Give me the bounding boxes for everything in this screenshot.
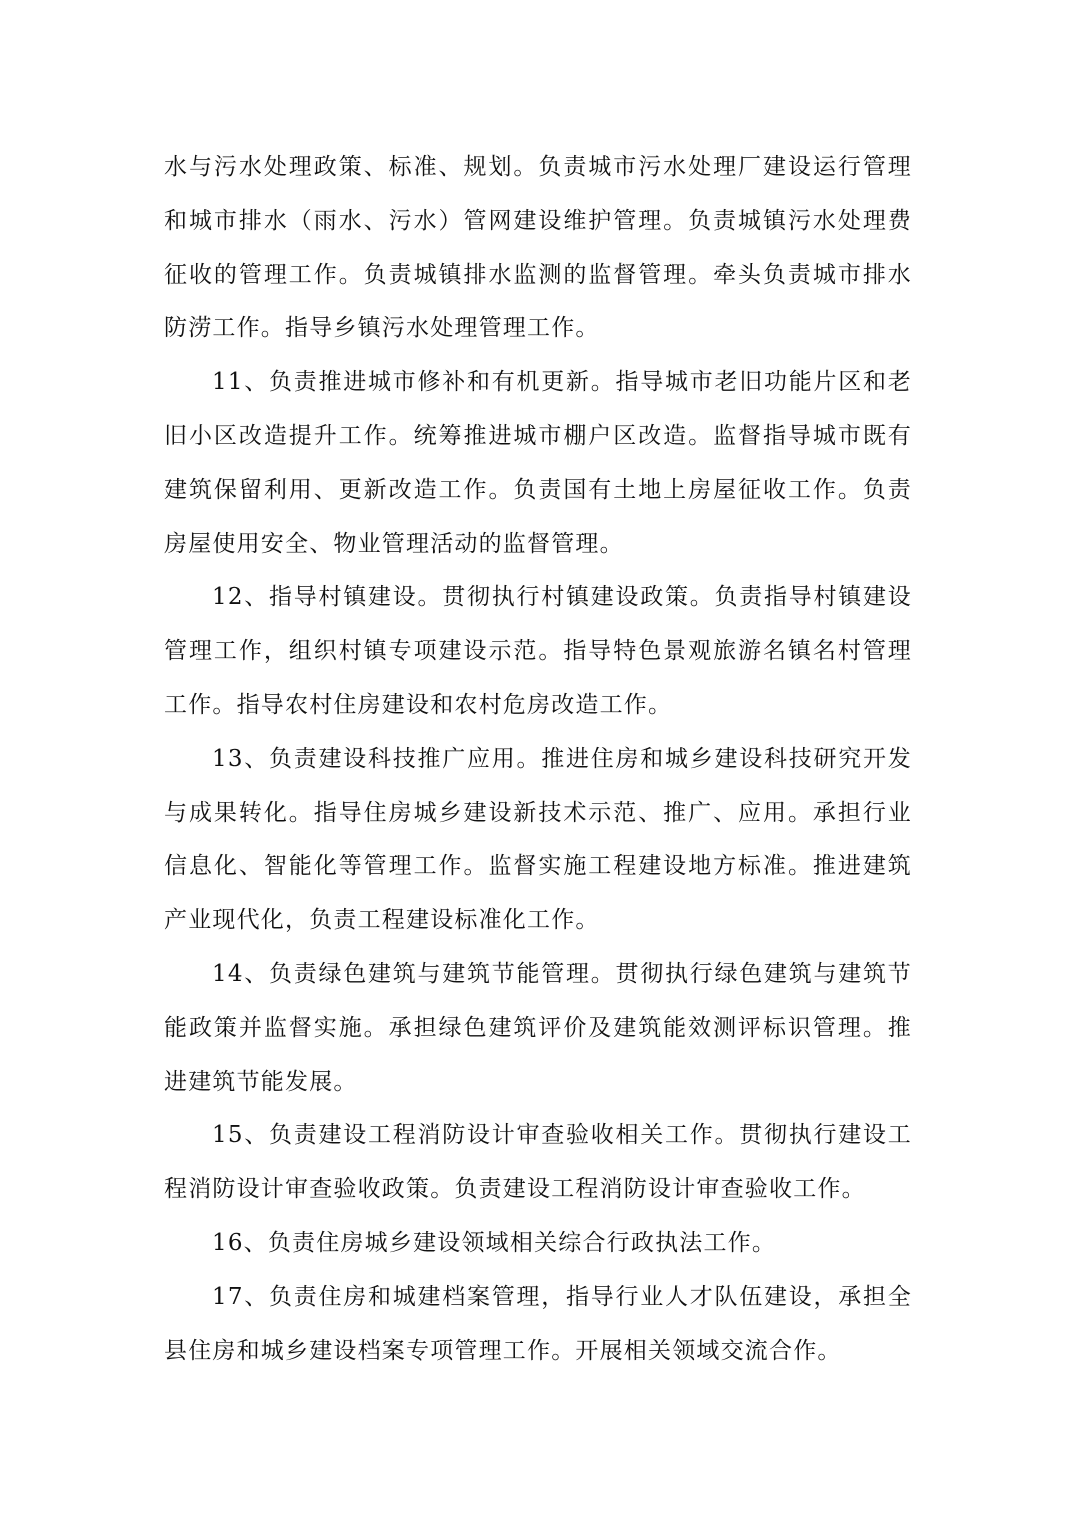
document-body [164,141,912,1378]
paragraph-continued: 水与污水处理政策、标准、规划。负责城市污水处理厂建设运行管理和城市排水（雨水、污水）管网建设维护管理。负责城镇污水处理费征收的管理工作。负责城镇排水监测的监督管理。牵头负责城市排水防涝工作。指导乡镇污水处理管理工作。 [164,154,912,342]
paragraph-item-14: 14、负责绿色建筑与建筑节能管理。贯彻执行绿色建筑与建筑节能政策并监督实施。承担绿色建筑评价及建筑能效测评标识管理。推进建筑节能发展。 [164,960,912,1095]
paragraph-item-17: 17、负责住房和城建档案管理，指导行业人才队伍建设，承担全县住房和城乡建设档案专项管理工作。开展相关领域交流合作。 [164,1283,912,1364]
paragraph-item-12: 12、指导村镇建设。贯彻执行村镇建设政策。负责指导村镇建设管理工作，组织村镇专项建设示范。指导特色景观旅游名镇名村管理工作。指导农村住房建设和农村危房改造工作。 [164,584,912,718]
paragraph-item-16: 16、负责住房城乡建设领域相关综合行政执法工作。 [212,1229,777,1256]
paragraph-item-11: 11、负责推进城市修补和有机更新。指导城市老旧功能片区和老旧小区改造提升工作。统筹推进城市棚户区改造。监督指导城市既有建筑保留利用、更新改造工作。负责国有土地上房屋征收工作。负责房屋使用安全、物业管理活动的监督管理。 [164,369,912,557]
paragraph-item-15: 15、负责建设工程消防设计审查验收相关工作。贯彻执行建设工程消防设计审查验收政策。负责建设工程消防设计审查验收工作。 [164,1122,912,1203]
paragraph-item-13: 13、负责建设科技推广应用。推进住房和城乡建设科技研究开发与成果转化。指导住房城乡建设新技术示范、推广、应用。承担行业信息化、智能化等管理工作。监督实施工程建设地方标准。推进建筑产业现代化，负责工程建设标准化工作。 [164,745,912,934]
